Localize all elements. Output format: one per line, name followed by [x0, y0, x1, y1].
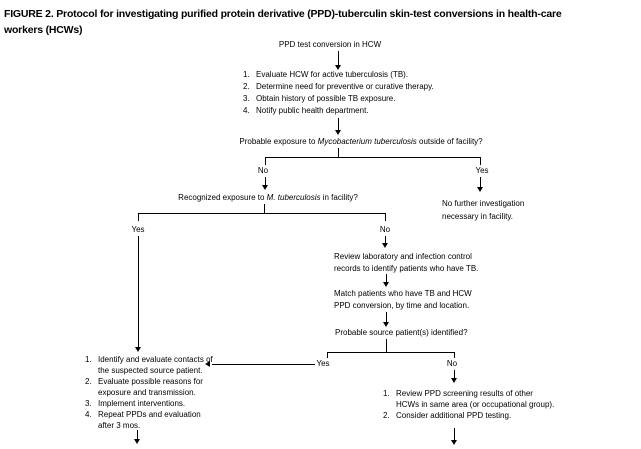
connector-line: [480, 177, 481, 187]
list-item-text: Review PPD screening results of other: [396, 389, 533, 398]
figure-title: [4, 6, 562, 38]
node-text-line: records to identify patients who have TB.: [334, 263, 479, 273]
arrow-down-icon: [135, 347, 141, 352]
list-item-number: 1.: [85, 355, 92, 364]
node-question-facility-exposure: [178, 193, 358, 203]
list-item-text: the suspected source patient.: [98, 366, 203, 375]
branch1-yes-label: Yes: [475, 166, 489, 175]
list-item-number: 2.: [243, 82, 250, 91]
question-text-italic: M. tuberculosis: [266, 193, 321, 202]
list-item-text: Repeat PPDs and evaluation: [98, 410, 201, 419]
list-item-text: Obtain history of possible TB exposure.: [256, 94, 396, 103]
list-item-number: 1.: [243, 70, 250, 79]
arrow-down-icon: [451, 378, 457, 383]
list-item-text: after 3 mos.: [98, 421, 141, 430]
arrow-down-icon: [477, 187, 483, 192]
connector-line: [265, 157, 266, 165]
connector-line: [338, 118, 339, 130]
question-text: outside of facility?: [416, 137, 483, 146]
list-item-number: 2.: [383, 411, 390, 420]
connector-line: [264, 204, 265, 213]
connector-line: [385, 236, 386, 243]
list-item: [85, 376, 213, 398]
node-text-line: PPD conversion, by time and location.: [334, 300, 470, 310]
node-start: PPD test conversion in HCW: [278, 40, 382, 49]
branch3-no-label: No: [446, 359, 458, 368]
list-item: [383, 388, 554, 410]
list-item-number: 3.: [85, 399, 92, 408]
node-no-further-investigation: [442, 197, 524, 223]
connector-line: [338, 51, 339, 65]
list-item: [85, 409, 213, 431]
connector-line: [338, 148, 339, 157]
node-text-line: Match patients who have TB and HCW: [334, 289, 472, 298]
list-item: [243, 105, 434, 117]
list-item-number: 4.: [243, 106, 250, 115]
node-initial-steps: [243, 69, 434, 117]
connector-line: [454, 352, 455, 358]
connector-line: [386, 312, 387, 322]
node-match-patients: [334, 288, 472, 311]
node-question-outside-exposure: [239, 137, 482, 147]
node-contact-steps: [85, 354, 213, 431]
list-item-text: Determine need for preventive or curative therapy.: [256, 82, 434, 91]
connector-line: [327, 352, 454, 353]
node-text-line: necessary in facility.: [442, 212, 513, 221]
question-text: in facility?: [320, 193, 358, 202]
node-text-line: Review laboratory and infection control: [334, 252, 472, 261]
figure-title-line1: FIGURE 2. Protocol for investigating purified protein derivative (PPD)-tuberculin skin-test conversions in health-care: [4, 8, 562, 20]
list-item-text: Evaluate possible reasons for: [98, 377, 203, 386]
list-item-text: Identify and evaluate contacts of: [98, 355, 213, 364]
connector-line: [265, 177, 266, 185]
arrow-down-icon: [335, 130, 341, 135]
arrow-down-icon: [134, 439, 140, 444]
connector-line: [137, 430, 138, 439]
list-item-text: Implement interventions.: [98, 399, 186, 408]
node-text-line: No further investigation: [442, 199, 525, 208]
arrow-down-icon: [262, 185, 268, 190]
list-item: [243, 93, 434, 105]
list-item: [243, 69, 434, 81]
question-text-italic: Mycobacterium tuberculosis: [317, 137, 417, 146]
arrow-down-icon: [451, 440, 457, 445]
branch2-no-label: No: [379, 225, 391, 234]
branch3-yes-label: Yes: [316, 359, 330, 368]
arrow-down-icon: [383, 322, 389, 327]
connector-line: [138, 213, 386, 214]
connector-line: [385, 213, 386, 221]
question-text: Recognized exposure to: [178, 193, 267, 202]
list-item: [243, 81, 434, 93]
arrow-down-icon: [383, 282, 389, 287]
list-item-text: HCWs in same area (or occupational group).: [396, 400, 555, 409]
list-item-number: 1.: [383, 389, 390, 398]
list-item-text: exposure and transmission.: [98, 388, 196, 397]
list-item-number: 2.: [85, 377, 92, 386]
list-item-number: 3.: [243, 94, 250, 103]
connector-line: [212, 364, 315, 365]
figure-title-line2: workers (HCWs): [4, 24, 83, 36]
list-item: [383, 410, 554, 421]
list-item: [85, 354, 213, 376]
node-review-records: [334, 251, 478, 274]
connector-line: [327, 352, 328, 358]
node-screening-steps: [383, 388, 554, 421]
list-item-text: Evaluate HCW for active tuberculosis (TB).: [256, 70, 409, 79]
list-item: [85, 398, 213, 409]
list-item-text: Consider additional PPD testing.: [396, 411, 512, 420]
node-question-source-identified: Probable source patient(s) identified?: [335, 328, 468, 337]
branch1-no-label: No: [257, 166, 269, 175]
connector-line: [138, 236, 139, 347]
connector-line: [480, 157, 481, 165]
list-item-number: 4.: [85, 410, 92, 419]
connector-line: [386, 339, 387, 352]
branch2-yes-label: Yes: [131, 225, 145, 234]
arrow-down-icon: [382, 243, 388, 248]
connector-line: [265, 157, 481, 158]
question-text: Probable exposure to: [239, 137, 318, 146]
connector-line: [386, 274, 387, 282]
connector-line: [454, 428, 455, 440]
list-item-text: Notify public health department.: [256, 106, 369, 115]
connector-line: [138, 213, 139, 221]
connector-line: [454, 370, 455, 378]
